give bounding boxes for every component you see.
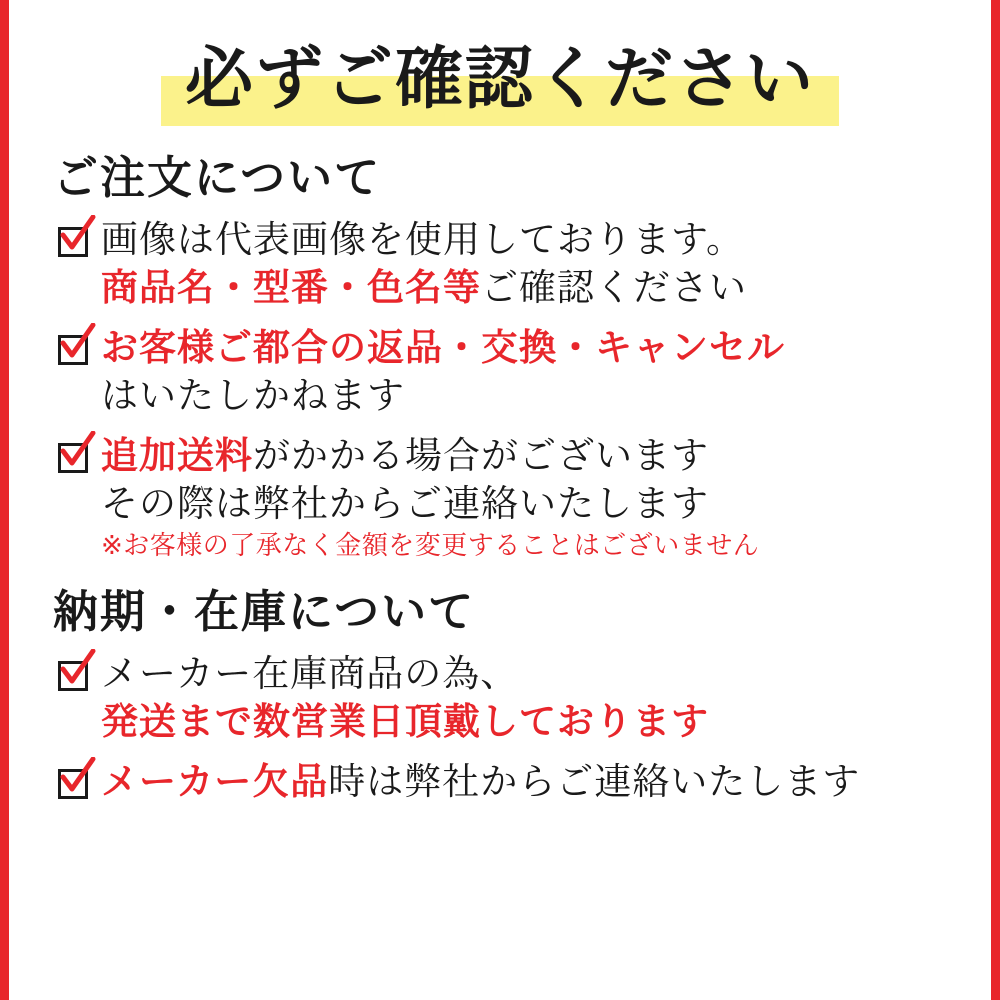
emphasis-text: 商品名・型番・色名等: [101, 265, 481, 309]
list-item-line: その際は弊社からご連絡いたします: [101, 482, 709, 526]
section-heading-delivery: 納期・在庫について: [53, 585, 476, 639]
list-item-line: 発送まで数営業日頂戴しております: [101, 699, 709, 743]
checkbox-checked-icon: [55, 438, 95, 478]
list-item-note: ※お客様の了承なく金額を変更することはございません: [101, 531, 760, 562]
list-item: [55, 758, 957, 806]
section-heading-orders: ご注文について: [53, 151, 382, 204]
notice-content: [9, 0, 991, 1000]
checkbox-checked-icon: [55, 764, 95, 804]
list-item-line: [101, 432, 957, 480]
list-item-line: [101, 758, 957, 806]
list-item-line: [101, 264, 957, 312]
plain-text: がかかる場合がございます: [253, 434, 709, 478]
checkbox-checked-icon: [55, 656, 95, 696]
list-item: [55, 650, 957, 746]
list-item: [55, 216, 957, 312]
plain-text: ご確認ください: [481, 265, 747, 309]
emphasis-text: メーカー欠品: [101, 760, 329, 804]
list-item-line: メーカー在庫商品の為、: [101, 651, 519, 695]
list-item-text: [101, 432, 957, 564]
list-item: [55, 324, 957, 420]
list-item-line: お客様ご都合の返品・交換・キャンセル: [101, 325, 785, 369]
checkbox-checked-icon: [55, 330, 95, 370]
list-item: [55, 432, 957, 564]
list-item-text: [101, 216, 957, 312]
list-item-text: [101, 650, 957, 746]
list-item-text: [101, 758, 957, 806]
list-item-text: [101, 324, 957, 420]
checkbox-checked-icon: [55, 222, 95, 262]
title-banner: [43, 30, 957, 134]
plain-text: 時は弊社からご連絡いたします: [328, 760, 861, 804]
emphasis-text: 追加送料: [101, 434, 253, 478]
list-item-line: はいたしかねます: [101, 374, 405, 418]
page-title: 必ずご確認ください: [184, 40, 815, 119]
list-item-line: 画像は代表画像を使用しております。: [101, 217, 745, 261]
